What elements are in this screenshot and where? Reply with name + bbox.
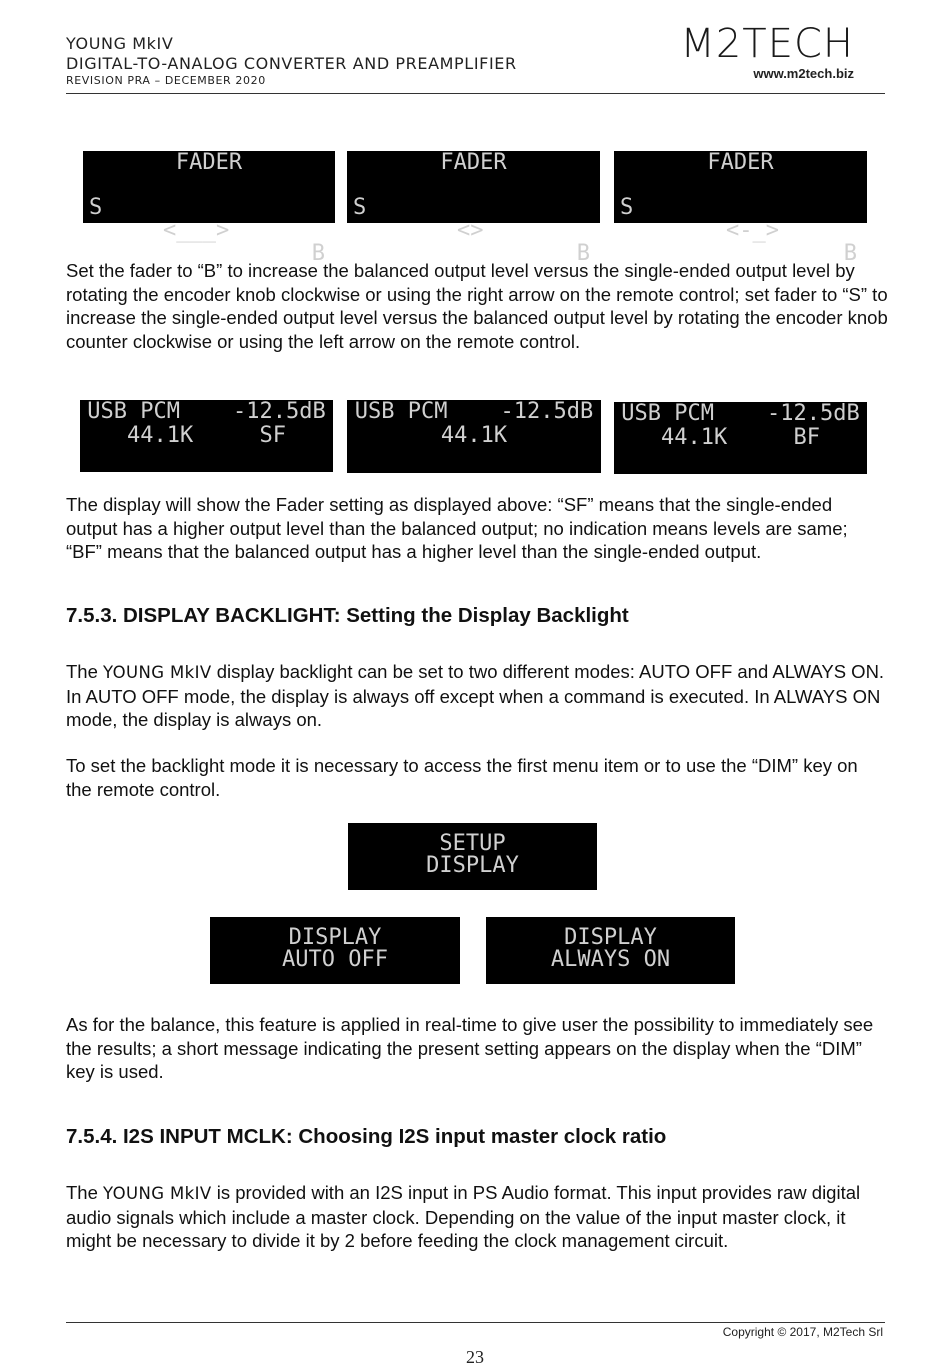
copyright-notice: Copyright © 2017, M2Tech Srl — [722, 1325, 883, 1339]
backlight-paragraph-3: As for the balance, this feature is applied in real-time to give user the possibility to immediately see the results; a short message indicating the present setting appears on the display when the “DIM” key is used. — [66, 1014, 874, 1082]
lcd-right-label: B — [311, 241, 325, 266]
lcd-line1: DISPLAY — [288, 925, 382, 950]
lcd-line1: USB PCM -12.5dB — [354, 399, 594, 424]
document-header — [66, 34, 517, 88]
lcd-line2: ALWAYS ON — [550, 947, 671, 972]
text-run: display backlight can be set to two different modes: AUTO OFF and ALWAYS ON. In AUTO OFF mode, the display is always off except when a command is executed. In ALWAYS ON mode, the display is always on. — [66, 661, 885, 730]
lcd-line2: AUTO OFF — [282, 947, 388, 972]
lcd-line2: 44.1K BF — [661, 425, 820, 450]
revision-label: REVISION PRA – DECEMBER 2020 — [66, 74, 266, 87]
text-run: is provided with an I2S input in PS Audio format. This input provides raw digital audio signals which include a master clock. Depending on the value of the input master clock, it might be necessary to divide it by 2 before feeding the clock management circuit. — [66, 1182, 861, 1251]
product-description: DIGITAL-TO-ANALOG CONVERTER AND PREAMPLIFIER — [66, 54, 517, 73]
backlight-paragraph-1 — [66, 660, 888, 732]
lcd-fader-center — [347, 150, 600, 266]
section-heading-753: 7.5.3. DISPLAY BACKLIGHT: Setting the Display Backlight — [66, 604, 629, 627]
lcd-status-sf — [80, 400, 333, 472]
section-heading-754: 7.5.4. I2S INPUT MCLK: Choosing I2S input master clock ratio — [66, 1125, 667, 1148]
lcd-left-label: S — [353, 195, 367, 220]
fader-paragraph: Set the fader to “B” to increase the balanced output level versus the single-ended output level by rotating the encoder knob clockwise or using the right arrow on the remote control; set fader to “S” to increase the single-ended output level versus the balanced output level by rotating the encoder knob counter clockwise or using the left arrow on the remote control. — [66, 260, 888, 352]
m2tech-logo: M2TECH — [680, 21, 854, 67]
lcd-fader-s — [83, 150, 335, 266]
lcd-fader-indicator: <___> — [163, 218, 230, 243]
website-link[interactable]: www.m2tech.biz — [753, 66, 854, 81]
product-brand-name: YOUNG MkIV — [103, 1184, 212, 1203]
lcd-line2: 44.1K SF — [127, 423, 286, 448]
lcd-fader-b — [614, 150, 867, 266]
lcd-right-label: B — [843, 241, 857, 266]
lcd-status-bf — [614, 402, 867, 474]
lcd-line1: USB PCM -12.5dB — [621, 401, 860, 426]
lcd-line1: DISPLAY — [564, 925, 657, 950]
i2s-paragraph — [66, 1181, 888, 1253]
lcd-status-none — [347, 400, 601, 473]
header-divider — [66, 93, 885, 94]
product-name: YOUNG MkIV — [66, 34, 174, 53]
backlight-paragraph-2: To set the backlight mode it is necessary to access the first menu item or to use the “DIM” key on the remote control. — [66, 755, 858, 800]
text-run: The — [66, 661, 104, 682]
page-number: 23 — [466, 1347, 484, 1367]
lcd-line1: SETUP — [439, 831, 506, 856]
lcd-fader-indicator: <> — [457, 218, 484, 243]
product-brand-name: YOUNG MkIV — [103, 663, 212, 682]
lcd-left-label: S — [89, 195, 103, 220]
lcd-title: FADER — [707, 150, 774, 175]
display-paragraph: The display will show the Fader setting as displayed above: “SF” means that the single-ended output has a higher output level than the balanced output; no indication means levels are same; “BF” means that the balanced output has a higher level than the single-ended output. — [66, 494, 848, 562]
lcd-title: FADER — [440, 150, 507, 175]
footer-divider — [66, 1322, 885, 1323]
lcd-display-auto-off — [210, 917, 460, 984]
lcd-line2: DISPLAY — [426, 853, 519, 878]
lcd-right-label: B — [576, 241, 590, 266]
brand-block — [680, 22, 854, 82]
lcd-left-label: S — [620, 195, 634, 220]
lcd-setup-display — [348, 823, 597, 890]
lcd-fader-indicator: <-_> — [726, 218, 779, 243]
text-run: The — [66, 1182, 104, 1203]
lcd-title: FADER — [175, 150, 243, 175]
lcd-display-always-on — [486, 917, 735, 984]
lcd-line1: USB PCM -12.5dB — [87, 399, 326, 424]
lcd-line2: 44.1K — [440, 423, 508, 448]
